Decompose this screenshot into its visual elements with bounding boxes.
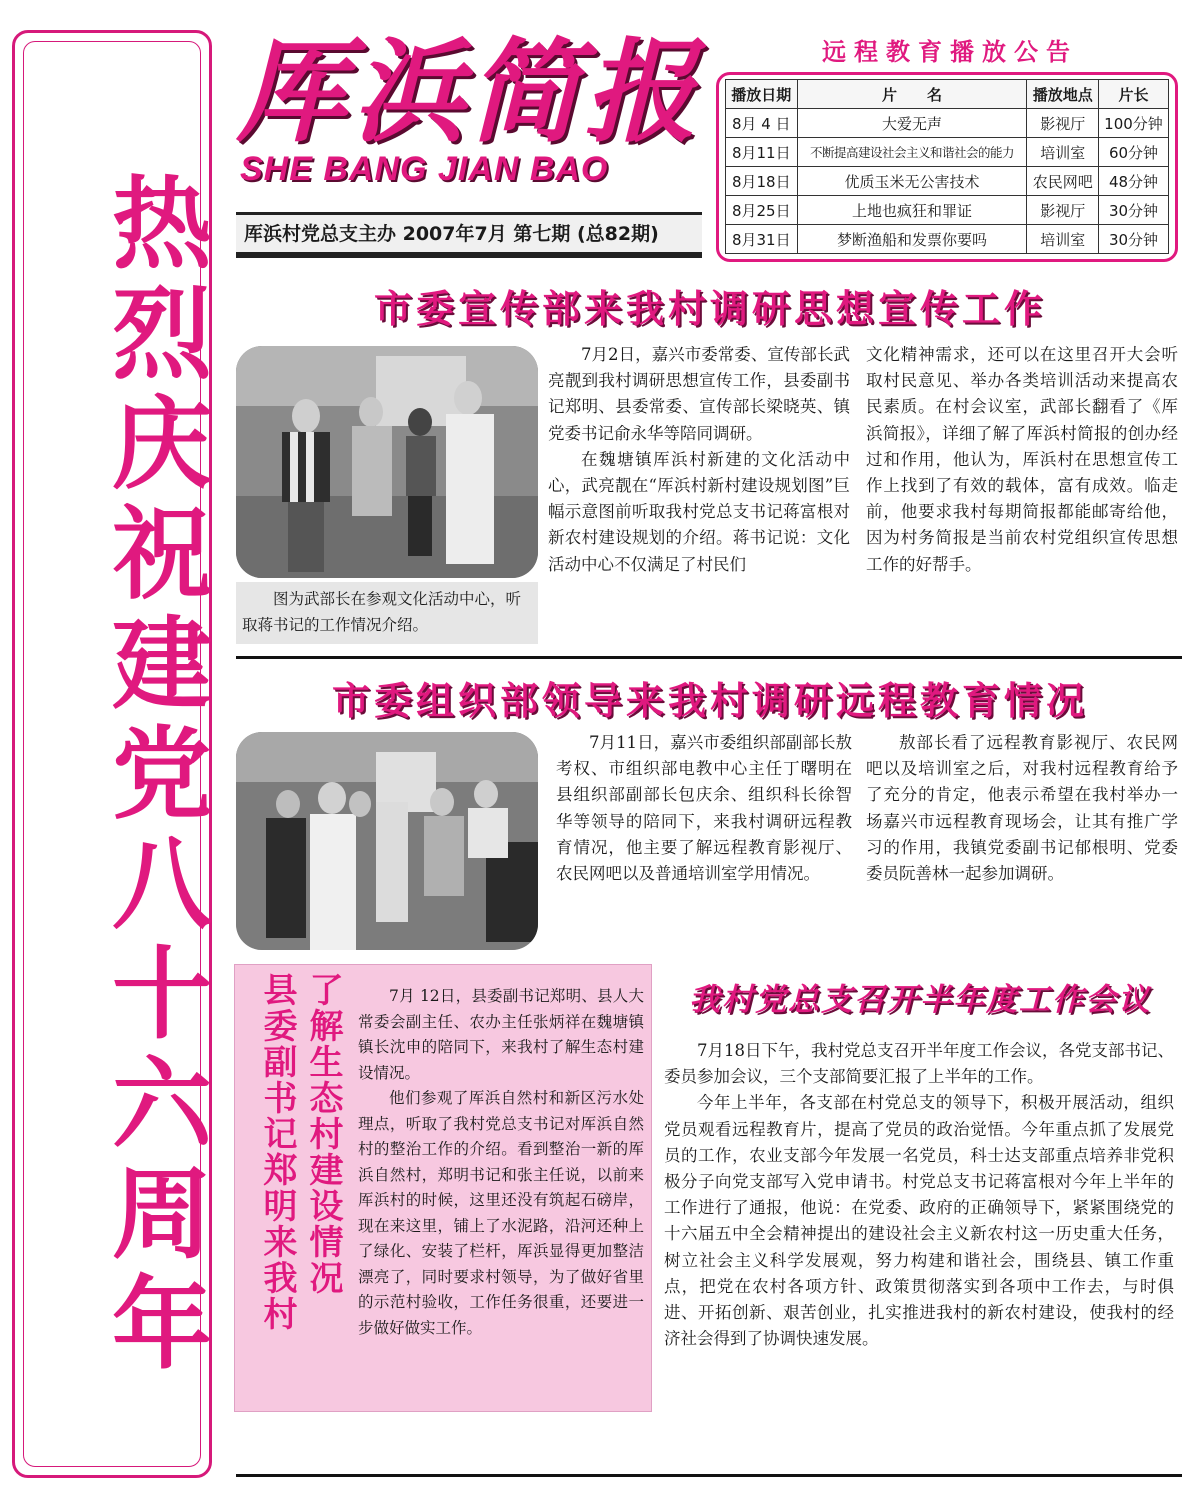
article2-column1	[556, 730, 852, 887]
announcement-table	[725, 79, 1169, 254]
newspaper-title: 厍浜简报	[236, 27, 700, 158]
article1-photo-caption: 图为武部长在参观文化活动中心，听取蒋书记的工作情况介绍。	[236, 582, 538, 644]
cell-location: 培训室	[1027, 225, 1099, 254]
cell-length: 30分钟	[1098, 225, 1168, 254]
header-location: 播放地点	[1027, 80, 1099, 109]
cell-location: 农民网吧	[1027, 167, 1099, 196]
article3-title-line1: 县委副书记郑明来我村	[257, 972, 297, 1332]
article2-column2	[866, 730, 1178, 887]
cell-film: 梦断渔船和发票你要吗	[797, 225, 1027, 254]
article2-photo	[236, 732, 538, 950]
paragraph: 在魏塘镇厍浜村新建的文化活动中心，武亮靓在“厍浜村新村建设规划图”巨幅示意图前听取我村党总支书记蒋富根对新农村建设规划的介绍。蒋书记说：文化活动中心不仅满足了村民们	[548, 449, 850, 574]
cell-length: 100分钟	[1098, 109, 1168, 138]
table-row	[726, 196, 1169, 225]
newspaper-pinyin: SHE BANG JIAN BAO	[240, 150, 609, 188]
announcement-box	[716, 72, 1178, 262]
table-row	[726, 167, 1169, 196]
cell-date: 8月11日	[726, 138, 798, 167]
header-length: 片长	[1098, 80, 1168, 109]
cell-length: 60分钟	[1098, 138, 1168, 167]
article1-column2	[866, 342, 1178, 578]
table-row	[726, 109, 1169, 138]
article3-title-line2: 了解生态村建设情况	[303, 972, 343, 1296]
table-header-row	[726, 80, 1169, 109]
article1-headline: 市委宣传部来我村调研思想宣传工作	[373, 287, 1046, 331]
cell-location: 培训室	[1027, 138, 1099, 167]
cell-film: 大爱无声	[797, 109, 1027, 138]
bottom-divider	[236, 1474, 1182, 1477]
paragraph: 7月11日，嘉兴市委组织部副部长敖考权、市组织部电教中心主任丁曙明在县组织部副部长包庆余、组织科长徐智华等领导的陪同下，来我村调研远程教育情况，他主要了解远程教育影视厅、农民网吧以及普通培训室学用情况。	[556, 733, 852, 884]
banner-slogan: 热烈庆祝建党八十六周年	[95, 171, 212, 1381]
article4-headline: 我村党总支召开半年度工作会议	[689, 982, 1151, 1018]
paragraph: 7月 12日，县委副书记郑明、县人大常委会副主任、农办主任张炳祥在魏塘镇镇长沈申的陪同下，来我村了解生态村建设情况。	[358, 987, 644, 1082]
article4-body	[664, 1038, 1174, 1352]
article1-column1	[548, 342, 850, 578]
cell-film: 上地也疯狂和罪证	[797, 196, 1027, 225]
paragraph: 他们参观了厍浜自然村和新区污水处理点，听取了我村党总支书记对厍浜自然村的整治工作的介绍。看到整治一新的厍浜自然村，郑明书记和张主任说，以前来厍浜村的时候，这里还没有筑起石磅岸，现在来这里，铺上了水泥路，沿河还种上了绿化、安装了栏杆，厍浜显得更加整洁漂亮了，同时要求村领导，为了做好省里的示范村验收，工作任务很重，还要进一步做好做实工作。	[358, 1089, 644, 1337]
article3-vertical-title	[246, 972, 346, 1402]
cell-date: 8月31日	[726, 225, 798, 254]
cell-film: 优质玉米无公害技术	[797, 167, 1027, 196]
paragraph: 7月18日下午，我村党总支召开半年度工作会议，各党支部书记、委员参加会议，三个支部简要汇报了上半年的工作。	[664, 1041, 1174, 1087]
header-film: 片 名	[797, 80, 1027, 109]
announcement-title: 远程教育播放公告	[822, 38, 1078, 66]
cell-date: 8月25日	[726, 196, 798, 225]
cell-film: 不断提高建设社会主义和谐社会的能力	[797, 138, 1027, 167]
cell-location: 影视厅	[1027, 109, 1099, 138]
cell-length: 30分钟	[1098, 196, 1168, 225]
paragraph: 今年上半年，各支部在村党总支的领导下，积极开展活动，组织党员观看远程教育片，提高了党员的政治觉悟。今年重点抓了发展党员的工作，农业支部今年发展一名党员，科士达支部重点培养非党积极分子向党支部写入党申请书。村党总支书记蒋富根对今年上半年的工作进行了通报，他说：在党委、政府的正确领导下，紧紧围绕党的十六届五中全会精神提出的建设社会主义新农村这一历史重大任务，树立社会主义科学发展观，努力构建和谐社会，围绕县、镇工作重点，把党在农村各项方针、政策贯彻落实到各项中工作去，与时俱进、开拓创新、艰苦创业，扎实推进我村的新农村建设，使我村的经济社会得到了协调快速发展。	[664, 1093, 1174, 1349]
article1-photo	[236, 346, 538, 578]
cell-date: 8月 4 日	[726, 109, 798, 138]
cell-length: 48分钟	[1098, 167, 1168, 196]
paragraph: 敖部长看了远程教育影视厅、农民网吧以及培训室之后，对我村远程教育给予了充分的肯定，他表示希望在我村举办一场嘉兴市远程教育现场会，让其有推广学习的作用，我镇党委副书记郁根明、党委委员阮善林一起参加调研。	[866, 733, 1178, 884]
left-banner	[12, 30, 212, 1478]
paragraph: 7月2日，嘉兴市委常委、宣传部长武亮靓到我村调研思想宣传工作，县委副书记郑明、县委常委、宣传部长梁晓英、镇党委书记俞永华等陪同调研。	[548, 345, 850, 443]
article2-headline: 市委组织部领导来我村调研远程教育情况	[331, 679, 1088, 723]
cell-location: 影视厅	[1027, 196, 1099, 225]
table-row	[726, 225, 1169, 254]
article3-body	[358, 984, 644, 1341]
table-row	[726, 138, 1169, 167]
paragraph: 文化精神需求，还可以在这里召开大会听取村民意见、举办各类培训活动来提高农民素质。在村会议室，武部长翻看了《厍浜简报》，详细了解了厍浜村简报的创办经过和作用，他认为，厍浜村在思想宣传工作上找到了有效的载体，富有成效。临走前，他要求我村每期简报都能邮寄给他，因为村务简报是当前农村党组织宣传思想工作的好帮手。	[866, 345, 1178, 574]
issue-info: 厍浜村党总支主办 2007年7月 第七期 (总82期)	[236, 212, 702, 258]
section-divider	[236, 656, 1182, 659]
cell-date: 8月18日	[726, 167, 798, 196]
header-date: 播放日期	[726, 80, 798, 109]
